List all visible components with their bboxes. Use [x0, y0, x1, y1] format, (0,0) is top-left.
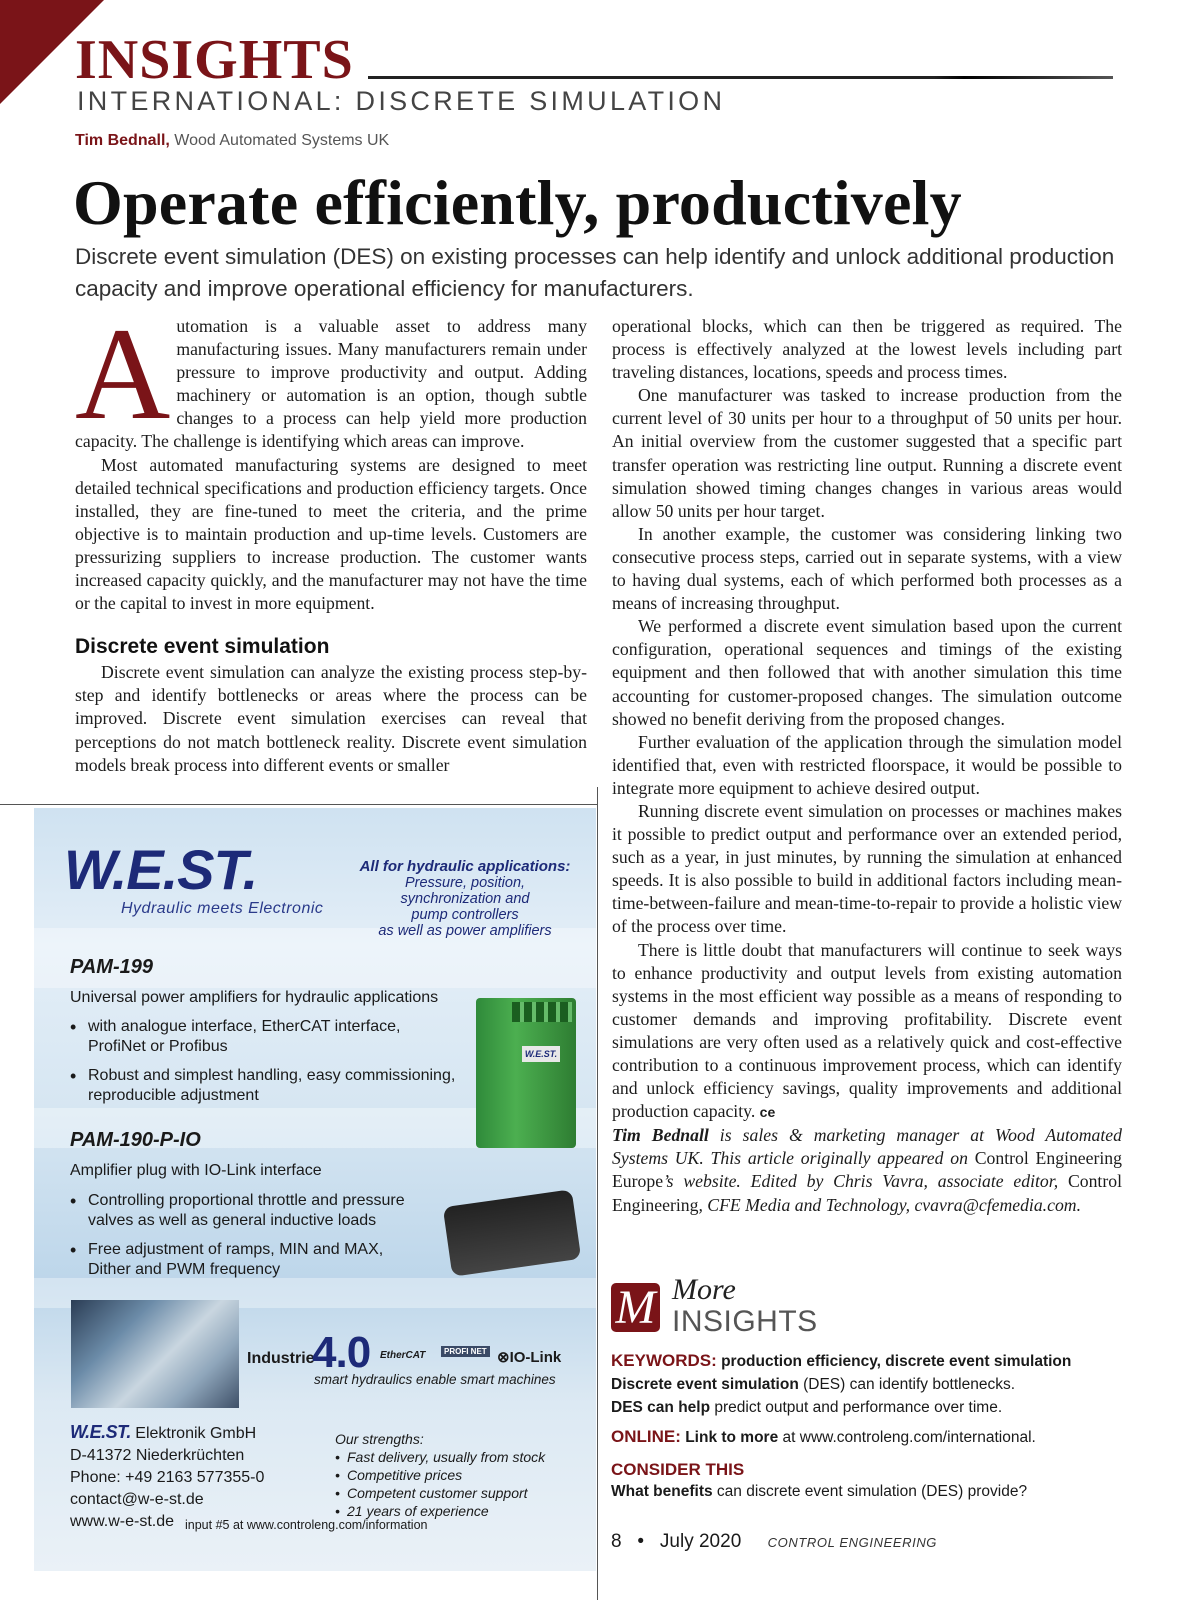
paragraph: Automation is a valuable asset to address many manufacturing issues. Many manufacturers remain under pressure to improve productivity and output. Adding machinery or automation is an option, though subtle changes to a process can help yield more production capacity. The challenge is identifying which areas can improve. — [75, 300, 587, 452]
smart-tagline: smart hydraulics enable smart machines — [314, 1372, 556, 1387]
paragraph: Running discrete event simulation on processes or machines makes it possible to predict output and performance over an extended period, such as a year, in just minutes, by running the simulation at enhanced speeds. It is also possible to build in additional factors including mean-time-between-failure and mean-time-to-repair to provide a holistic view of the process over time. — [612, 800, 1122, 937]
west-tagline: Hydraulic meets Electronic — [121, 900, 324, 917]
west-logo: W.E.ST. — [64, 838, 258, 901]
insights-label: INSIGHTS — [672, 1305, 818, 1338]
subhead: Discrete event simulation — [75, 635, 330, 659]
product-pam190: PAM-190-P-IO — [70, 1129, 201, 1151]
author-bio: Tim Bednall is sales & marketing manager at Wood Automated Systems UK. This article originally appeared on Control Engineering Europe’s website. Edited by Chris Vavra, associate editor, Control Engineering, CFE Media and Technology, cvavra@cfemedia.com. — [612, 1125, 1122, 1215]
keywords: KEYWORDS: production efficiency, discrete event simulation — [611, 1351, 1072, 1370]
section-title: INTERNATIONAL: DISCRETE SIMULATION — [77, 86, 726, 116]
reader-input-link[interactable]: input #5 at www.controleng.com/information — [185, 1518, 428, 1532]
paragraph: In another example, the customer was considering linking two consecutive process steps, carried out in separate systems, with a view to having dual systems, each of which performed both processes as a means of increasing throughput. — [612, 523, 1122, 614]
plug-device-image — [443, 1189, 581, 1276]
column-left — [75, 300, 587, 777]
product-pam199: PAM-199 — [70, 956, 153, 978]
headline: Operate efficiently, productively — [73, 167, 962, 238]
author-name: Tim Bednall, — [75, 132, 170, 149]
strengths-list: Our strengths: • Fast delivery, usually from stock • Competitive prices • Competent customer support • 21 years of experience — [335, 1430, 545, 1520]
ad-top-text: All for hydraulic applications: Pressure, position, synchronization and pump controllers as well as power amplifiers — [359, 858, 571, 939]
network-photo — [71, 1300, 239, 1408]
bullet-item: • with analogue interface, EtherCAT interface, ProfiNet or Profibus — [70, 1017, 448, 1057]
end-mark: ce — [759, 1104, 776, 1121]
divider-horizontal — [0, 804, 597, 805]
industrie-label: Industrie — [247, 1350, 315, 1367]
consider-line: What benefits can discrete event simulation (DES) provide? — [611, 1483, 1028, 1500]
paragraph: There is little doubt that manufacturers will continue to seek ways to enhance productivity and output levels from existing automation systems in the most efficient way possible as a means of responding to customer demands and improving profitability. Discrete event simulations are very often used as a relatively quick and cost-effective contribution to a continuous improvement process, which can identify and unlock efficiency savings, quality improvements and additional production capacity. ce — [612, 939, 1122, 1122]
more-label: More — [672, 1273, 736, 1306]
issue-date: July 2020 — [659, 1531, 742, 1552]
industrie-version: 4.0 — [312, 1328, 371, 1377]
author-org: Wood Automated Systems UK — [174, 132, 390, 149]
profinet-logo: PROFI NET — [441, 1346, 490, 1357]
footer-bullet: • — [637, 1531, 645, 1552]
product-desc: Universal power amplifiers for hydraulic applications — [70, 989, 439, 1006]
divider-vertical — [597, 787, 598, 1600]
drop-cap: A — [75, 300, 171, 447]
bullet-item: • Free adjustment of ramps, MIN and MAX, Dither and PWM frequency — [70, 1240, 418, 1280]
column-right — [612, 315, 1122, 1217]
iolink-logo: ⊗IO-Link — [497, 1349, 562, 1366]
more-insights-logo: M — [611, 1283, 660, 1332]
header-rule — [368, 76, 1113, 79]
product-desc: Amplifier plug with IO-Link interface — [70, 1162, 322, 1179]
paragraph: Most automated manufacturing systems are designed to meet detailed technical specifications and production efficiency targets. Once installed, they are fine-tuned to meet the criteria, and the prime objective is to maintain production and up-time levels. Customers are pressurizing suppliers to increase production. The customer wants increased capacity quickly, and the manufacturer may not have the time or the capital to invest in more equipment. — [75, 454, 587, 614]
page-number: 8 — [611, 1531, 622, 1552]
section-brand: INSIGHTS — [75, 29, 354, 91]
consider-heading: CONSIDER THIS — [611, 1460, 745, 1479]
deck: Discrete event simulation (DES) on existing processes can help identify and unlock additional production capacity and improve operational efficiency for manufacturers. — [75, 244, 1115, 301]
paragraph: operational blocks, which can then be triggered as required. The process is effectively analyzed at the lowest levels including part traveling distances, locations, speeds and process times. — [612, 316, 1122, 383]
ethercat-logo: EtherCAT — [380, 1350, 426, 1361]
paragraph: We performed a discrete event simulation based upon the current configuration, operational sequences and timings of the existing equipment and then followed that with another simulation this time accounting for customer-proposed changes. The simulation outcome showed no benefit deriving from the proposed changes. — [612, 616, 1122, 729]
paragraph: One manufacturer was tasked to increase production from the current level of 30 units per hour to a throughput of 50 units per hour. An initial overview from the customer suggested that a specific part transfer operation was restricting line output. Running a discrete event simulation showed timing changes changes in various areas would allow 50 units per hour target. — [612, 385, 1122, 521]
page-footer — [611, 1531, 937, 1553]
bullet-item: • Robust and simplest handling, easy commissioning, reproducible adjustment — [70, 1066, 458, 1106]
company-contact: W.E.ST. Elektronik GmbH D-41372 Niederkrüchten Phone: +49 2163 577355-0 contact@w-e-st.de www.w-e-st.de — [70, 1422, 265, 1530]
bullet-item: • Controlling proportional throttle and pressure valves as well as general inductive loads — [70, 1191, 438, 1231]
magazine-name: CONTROL ENGINEERING — [767, 1535, 938, 1550]
insight-line: Discrete event simulation (DES) can identify bottlenecks. — [611, 1376, 1016, 1393]
byline — [75, 131, 389, 151]
paragraph: Discrete event simulation can analyze the existing process step-by-step and identify bottlenecks or areas where the process can be improved. Discrete event simulation exercises can reveal that perceptions do not match bottleneck reality. Discrete event simulation models break process into different events or smaller — [75, 662, 587, 775]
advertisement[interactable] — [34, 808, 596, 1571]
insight-line: DES can help predict output and performance over time. — [611, 1399, 1003, 1416]
online-link[interactable]: ONLINE: Link to more at www.controleng.com/international. — [611, 1427, 1036, 1446]
amplifier-device-image: W.E.ST. — [476, 998, 576, 1148]
paragraph: Further evaluation of the application through the simulation model identified that, even with restricted floorspace, it would be possible to integrate more equipment to achieve desired output. — [612, 731, 1122, 798]
